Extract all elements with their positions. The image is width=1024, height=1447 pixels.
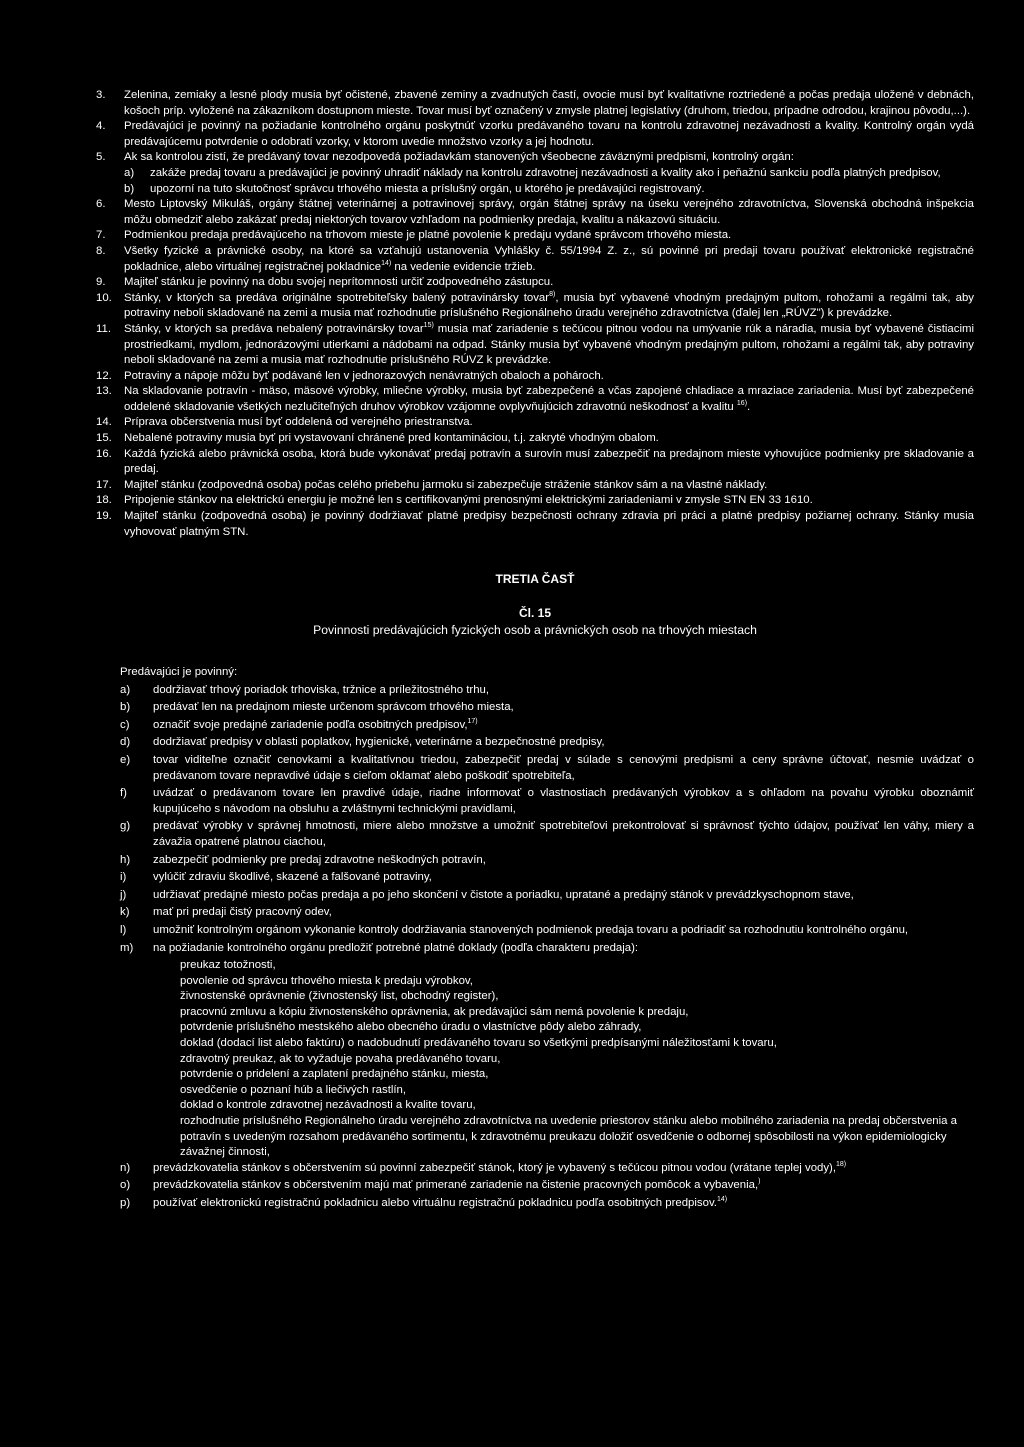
article-subtitle: Povinnosti predávajúcich fyzických osob a právnických osob na trhových miestach	[313, 623, 757, 638]
duty-label: a)	[120, 683, 131, 696]
sub-item-text: zakáže predaj tovaru a predávajúci je povinný uhradiť náklady na kontrolu zdravotnej nezávadnosti a kvality ako i peňažnú sankciu podľa platných predpisov,	[150, 166, 941, 179]
documents-list	[120, 958, 974, 1161]
list-item	[96, 244, 974, 275]
list-item	[96, 88, 974, 119]
item-number: 14.	[96, 416, 112, 429]
item-text: Všetky fyzické a právnické osoby, na ktoré sa vzťahujú ustanovenia Vyhlášky č. 55/1994 Z. z., sú povinné pri predaji tovaru používať elektronické registračné pokladnice, alebo virtuálnej registračnej pokladnice$^{14)}$ na vedenie evidencie tržieb.	[124, 244, 974, 273]
item-text: Stánky, v ktorých sa predáva nebalený potravinársky tovar$^{15)}$ musia mať zariadenie s tečúcou pitnou vodou na umývanie rúk a náradia, musia byť vybavené čistiacimi prostriedkami, mydlom, jednorázovými utierkami a nádobami na odpad. Stánky musia byť vybavené vhodným predajným pultom, rohožami a regálmi tak, aby potraviny neboli skladované na zemi a musia mať rozhodnutie príslušného RÚVZ k prevádzke.	[124, 322, 975, 367]
duty-item	[120, 718, 974, 734]
duty-label: g)	[120, 820, 131, 833]
document-item: zdravotný preukaz, ak to vyžaduje povaha predávaného tovaru,	[180, 1052, 501, 1065]
duty-item	[120, 700, 974, 716]
item-number: 12.	[96, 369, 112, 382]
footnote-ref: 15)	[423, 322, 434, 330]
duty-item	[120, 888, 974, 904]
numbered-items	[96, 88, 974, 540]
item-number: 5.	[96, 151, 106, 164]
item-text: Majiteľ stánku je povinný na dobu svojej neprítomnosti určiť zodpovedného zástupcu.	[124, 276, 554, 289]
duty-label: n)	[120, 1161, 131, 1174]
duty-label: c)	[120, 718, 130, 731]
list-item	[96, 509, 974, 540]
item-number: 7.	[96, 229, 106, 242]
document-item: povolenie od správcu trhového miesta k predaju výrobkov,	[180, 974, 473, 987]
duty-item	[120, 819, 974, 850]
item-text: Nebalené potraviny musia byť pri vystavovaní chránené pred kontamináciou, t.j. zakryté vhodným obalom.	[124, 432, 659, 445]
item-text: Na skladovanie potravín - mäso, mäsové výrobky, mliečne výrobky, musia byť zabezpečené a včas zapojené chladiace a mraziace zariadenia. Musí byť zabezpečené oddelené skladovanie všetkých nezlučiteľných druhov výrobkov vzájomne ovplyvňujúcich zdravotnú neškodnosť a kvalitu $^{16)}$.	[124, 385, 974, 413]
sub-item-label: b)	[124, 182, 135, 195]
item-text: Majiteľ stánku (zodpovedná osoba) počas celého priebehu jarmoku si zabezpečuje stráženie stánkov sám a na vlastné náklady.	[124, 478, 768, 491]
list-item	[96, 119, 974, 150]
duty-label: j)	[120, 888, 127, 901]
item-number: 9.	[96, 276, 106, 289]
item-number: 16.	[96, 447, 112, 460]
article-heading: Čl. 15	[518, 605, 551, 620]
list-item	[96, 197, 974, 228]
item-text: Potraviny a nápoje môžu byť podávané len v jednorazových nenávratných obaloch a pohároch.	[124, 369, 604, 382]
duty-text: tovar viditeľne označiť cenovkami a kvalitatívnou triedou, zabezpečiť predaj v súlade s cenovými predpismi a ceny správne účtovať, nesmie uvádzať o predávanom tovare nepravdivé údaje s cieľom oklamať alebo poškodiť spotrebiteľa,	[153, 753, 974, 782]
item-number: 6.	[96, 198, 106, 211]
footnote-ref: 18)	[836, 1161, 847, 1169]
duty-item	[120, 870, 974, 886]
item-text: Mesto Liptovský Mikuláš, orgány štátnej veterinárnej a potravinovej správy, orgán štátnej správy na úseku verejného zdravotníctva, Slovenská obchodná inšpekcia môžu obmedziť alebo zakázať predaj niektorých tovarov vzhľadom na podmienky predaja, kvalitu a nákazovú situáciu.	[124, 198, 974, 226]
item-text: Príprava občerstvenia musí byť oddelená od verejného priestranstva.	[124, 416, 473, 429]
duty-item	[120, 1178, 974, 1194]
duty-label: o)	[120, 1179, 131, 1192]
list-item	[96, 431, 974, 447]
duty-text: používať elektronickú registračnú pokladnicu alebo virtuálnu registračnú pokladnicu podľa osobitných predpisov.$^{14)}$	[153, 1196, 728, 1209]
duty-item	[120, 941, 974, 957]
duty-text: predávať len na predajnom mieste určenom správcom trhového miesta,	[153, 701, 514, 714]
duty-item	[120, 905, 974, 921]
duty-text: vylúčiť zdraviu škodlivé, skazené a falšované potraviny,	[153, 871, 432, 884]
duty-label: i)	[120, 871, 127, 884]
list-item	[96, 447, 974, 478]
footnote-ref: 14)	[381, 259, 392, 267]
duty-item	[120, 1196, 974, 1212]
duty-item	[120, 786, 974, 817]
item-number: 17.	[96, 478, 112, 491]
duty-item	[120, 735, 974, 751]
list-item	[96, 228, 974, 244]
duty-item	[120, 753, 974, 784]
duty-label: d)	[120, 736, 131, 749]
duty-label: l)	[120, 923, 127, 936]
duty-text: udržiavať predajné miesto počas predaja a po jeho skončení v čistote a poriadku, upratané a predajný stánok v prevádzkyschopnom stave,	[153, 888, 854, 901]
duty-text: prevádzkovatelia stánkov s občerstvením majú mať primerané zariadenie na čistenie pracovných pomôcok a vybavenia,)	[153, 1178, 761, 1192]
list-item	[96, 150, 974, 197]
document-item: potvrdenie o pridelení a zaplatení predajného stánku, miesta,	[180, 1068, 489, 1081]
item-text: Majiteľ stánku (zodpovedná osoba) je povinný dodržiavať platné predpisy bezpečnosti ochrany zdravia pri práci a platné predpisy požiarnej ochrany. Stánky musia vyhovovať platným STN.	[124, 510, 974, 538]
duty-label: p)	[120, 1197, 131, 1209]
item-text: Každá fyzická alebo právnická osoba, ktorá bude vykonávať predaj potravín a surovín musí zabezpečiť na predajnom mieste vyhovujúce podmienky pre skladovanie a predaj.	[124, 447, 974, 476]
duty-item	[120, 923, 974, 939]
item-text: Predávajúci je povinný na požiadanie kontrolného orgánu poskytnúť vzorku predávaného tovaru na kontrolu zdravotnej nezávadnosti a kvality. Kontrolný orgán vydá predávajúcemu potvrdenie o odobratí vzorky, v ktorom uvedie množstvo vzorky a jej hodnotu.	[124, 120, 974, 148]
footnote-ref: 14)	[716, 1196, 728, 1204]
item-number: 8.	[96, 244, 106, 257]
list-item	[96, 322, 974, 369]
duty-text: zabezpečiť podmienky pre predaj zdravotne neškodných potravín,	[153, 853, 486, 866]
item-text: Ak sa kontrolou zistí, že predávaný tovar nezodpovedá požiadavkám stanovených všeobecne záväznými predpismi, kontrolný orgán: a) zakáže predaj tovaru a predávajúci je povinný uhradiť náklady na kontrolu zdravotnej nezávadnosti a kvality ako i peňažnú sankciu podľa platných predpisov, b) upozorní na tuto skutočnosť správcu trhového miesta a príslušný orgán, u ktorého je predávajúci registrovaný.	[124, 150, 974, 197]
item-number: 18.	[96, 494, 112, 507]
document-item: rozhodnutie príslušného Regionálneho úradu verejného zdravotníctva na uvedenie priestorov stánku alebo mobilného zariadenia na predaj občerstvenia a potravín s uvedeným rozsahom predávaného sortimentu, k zdravotnému preukazu doložiť osvedčenie o odbornej spôsobilosti na výkon epidemiologicky závažnej činnosti,	[180, 1115, 957, 1159]
footnote-ref: 8)	[549, 290, 556, 298]
item-text: Zelenina, zemiaky a lesné plody musia byť očistené, zbavené zeminy a zvadnutých častí, ovocie musí byť kvalitatívne roztriedené a počas predaja uložené v debnách, košoch príp. vyložené na zákazníkom dostupnom mieste. Tovar musí byť označený v zmysle platnej legislatívy (druhom, triedou, prípadne odrodou, krajinou pôvodu,...).	[124, 89, 974, 117]
list-item	[96, 415, 974, 431]
document-item: pracovnú zmluvu a kópiu živnostenského oprávnenia, ak predávajúci sám nemá povolenie k predaju,	[180, 1005, 689, 1018]
duty-text: na požiadanie kontrolného orgánu predložiť potrebné platné doklady (podľa charakteru predaja):	[153, 941, 639, 954]
list-item	[96, 384, 974, 415]
sub-item-label: a)	[124, 166, 135, 179]
duty-label: b)	[120, 701, 131, 714]
duty-text: mať pri predaji čistý pracovný odev,	[153, 906, 332, 919]
duty-text: predávať výrobky v správnej hmotnosti, miere alebo množstve a umožniť spotrebiteľovi prekontrolovať si správnosť týchto údajov, používať len váhy, miery a závažia opatrené platnou ciachou,	[153, 820, 974, 848]
list-item	[96, 369, 974, 385]
duty-item	[120, 1161, 974, 1177]
duty-label: k)	[120, 906, 130, 919]
duty-label: h)	[120, 853, 131, 866]
document-item: potvrdenie príslušného mestského alebo obecného úradu o vlastníctve pôdy alebo záhrady,	[180, 1021, 642, 1034]
item-text: Stánky, v ktorých sa predáva originálne spotrebiteľsky balený potravinársky tovar$^{8)}$, musia byť vybavené vhodným predajným pultom, rohožami a regálmi tak, aby potraviny neboli skladované na zemi a musia mať rozhodnutie príslušného Regionálneho úradu verejného zdravotníctva (ďalej len „RÚVZ") k prevádzke.	[124, 290, 974, 320]
item-number: 4.	[96, 120, 106, 133]
list-item	[96, 493, 974, 509]
footnote-ref: 16)	[736, 400, 748, 408]
duty-text: dodržiavať predpisy v oblasti poplatkov, hygienické, veterinárne a bezpečnostné predpisy,	[153, 736, 605, 749]
duty-item	[120, 853, 974, 869]
duty-label: m)	[120, 941, 134, 954]
item-number: 15.	[96, 432, 112, 445]
item-number: 19.	[96, 510, 112, 523]
part-heading: TRETIA ČASŤ	[495, 572, 575, 587]
duty-text: umožniť kontrolným orgánom vykonanie kontroly dodržiavania stanovených podmienok predaja tovaru a podriadiť sa rozhodnutiu kontrolného orgánu,	[153, 923, 909, 936]
duty-label: f)	[120, 787, 127, 800]
item-text: Pripojenie stánkov na elektrickú energiu je možné len s certifikovanými prenosnými elektrickými zariadeniami v zmysle STN EN 33 1610.	[124, 494, 813, 507]
duty-text: dodržiavať trhový poriadok trhoviska, tržnice a príležitostného trhu,	[153, 683, 490, 696]
sub-item-text: upozorní na tuto skutočnosť správcu trhového miesta a príslušný orgán, u ktorého je predávajúci registrovaný.	[150, 182, 705, 195]
item-number: 11.	[96, 322, 111, 335]
duty-text: označiť svoje predajné zariadenie podľa osobitných predpisov,$^{17)}$	[153, 717, 478, 731]
list-item	[96, 478, 974, 494]
item-number: 3.	[96, 89, 106, 101]
document-item: doklad (dodací list alebo faktúru) o nadobudnutí predávaného tovaru so všetkými predpísanými náležitosťami k tovaru,	[180, 1037, 777, 1050]
item-number: 13.	[96, 385, 112, 398]
footnote-ref: 17)	[467, 717, 478, 725]
duty-label: e)	[120, 753, 131, 766]
sub-item	[124, 166, 974, 182]
document-item: osvedčenie o poznaní húb a liečivých rastlín,	[180, 1083, 407, 1096]
document-item: preukaz totožnosti,	[180, 959, 276, 972]
item-number: 10.	[96, 291, 112, 304]
duty-text: uvádzať o predávanom tovare len pravdivé údaje, riadne informovať o vlastnostiach predávaných výrobkov a s ohľadom na povahu výrobku oboznámiť kupujúceho s návodom na obsluhu a zvláštnymi technickými pravidlami,	[153, 787, 974, 815]
list-item	[96, 291, 974, 322]
duty-item	[120, 683, 974, 699]
footnote-ref: )	[758, 1178, 761, 1186]
sub-item	[124, 182, 974, 198]
document-item: živnostenské oprávnenie (živnostenský list, obchodný register),	[180, 990, 499, 1003]
item-text: Podmienkou predaja predávajúceho na trhovom mieste je platné povolenie k predaju vydané správcom trhového miesta.	[124, 229, 732, 242]
duties-intro: Predávajúci je povinný:	[120, 666, 238, 678]
document-item: doklad o kontrole zdravotnej nezávadnosti a kvalite tovaru,	[180, 1099, 476, 1112]
list-item	[96, 275, 974, 291]
duty-text: prevádzkovatelia stánkov s občerstvením sú povinní zabezpečiť stánok, ktorý je vybavený s tečúcou pitnou vodou (vrátane teplej vody),$^{18)}$	[153, 1161, 847, 1174]
duties-list	[120, 683, 974, 1212]
